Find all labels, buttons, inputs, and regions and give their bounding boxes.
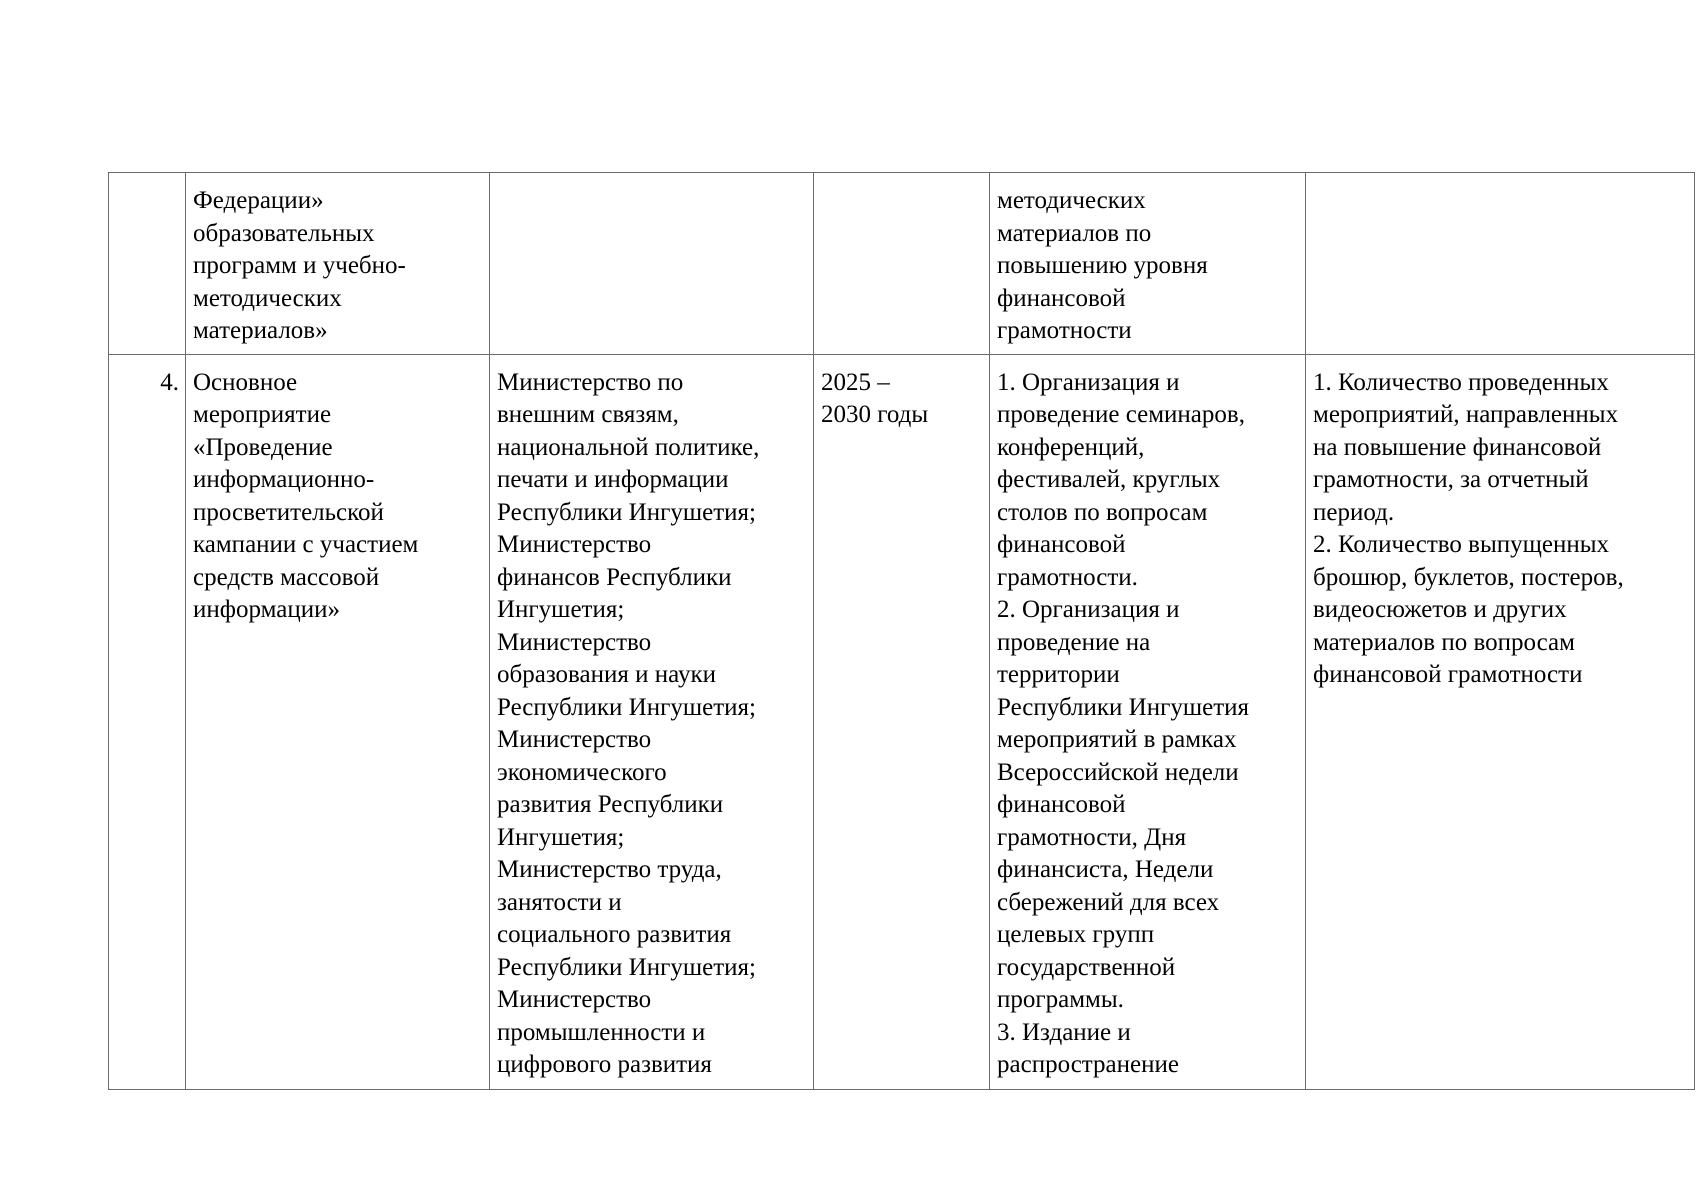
row-number: 4. bbox=[160, 368, 179, 396]
result: 1. Количество проведенных мероприятий, направленных на повышение финансовой грамотности, за отчетный период. 2. Количество выпущенных брошюр, буклетов, постеров, видеосюжетов и других материалов по вопросам финансовой грамотности bbox=[1313, 368, 1624, 688]
content: 1. Организация и проведение семинаров, конференций, фестивалей, круглых столов по вопросам финансовой грамотности. 2. Организация и проведение на территории Республики Ингушетия мероприятий в рамках Всероссийской недели финансовой грамотности, Дня финансиста, Недели сбережений для всех целевых групп государственной программы. 3. Издание и распространение bbox=[997, 368, 1250, 1078]
table-row bbox=[109, 173, 1695, 355]
result-cell bbox=[1306, 354, 1695, 1089]
measure-name: Основное мероприятие «Проведение информационно- просветительской кампании с участием средств массовой информации» bbox=[193, 368, 419, 623]
measure-name: Федерации» образовательных программ и учебно- методических материалов» bbox=[193, 187, 406, 344]
executors-cell bbox=[490, 173, 814, 355]
row-number-cell bbox=[109, 173, 186, 355]
executors: Министерство по внешним связям, национальной политике, печати и информации Республики Ингушетия; Министерство финансов Республики Ингушетия; Министерство образования и науки Республики Ингушетия; Министерство экономического развития Республики Ингушетия; Министерство труда, занятости и социального развития Республики Ингушетия; Министерство промышленности и цифрового развития bbox=[497, 368, 760, 1078]
term-cell bbox=[814, 173, 990, 355]
row-number-cell bbox=[109, 354, 186, 1089]
term: 2025 – 2030 годы bbox=[821, 368, 929, 428]
table-row bbox=[109, 354, 1695, 1089]
content-cell bbox=[990, 173, 1306, 355]
content: методических материалов по повышению уровня финансовой грамотности bbox=[997, 187, 1208, 344]
measure-name-cell bbox=[186, 354, 490, 1089]
measure-name-cell bbox=[186, 173, 490, 355]
measures-table bbox=[108, 172, 1695, 1090]
result-cell bbox=[1306, 173, 1695, 355]
executors-cell bbox=[490, 354, 814, 1089]
content-cell bbox=[990, 354, 1306, 1089]
term-cell bbox=[814, 354, 990, 1089]
